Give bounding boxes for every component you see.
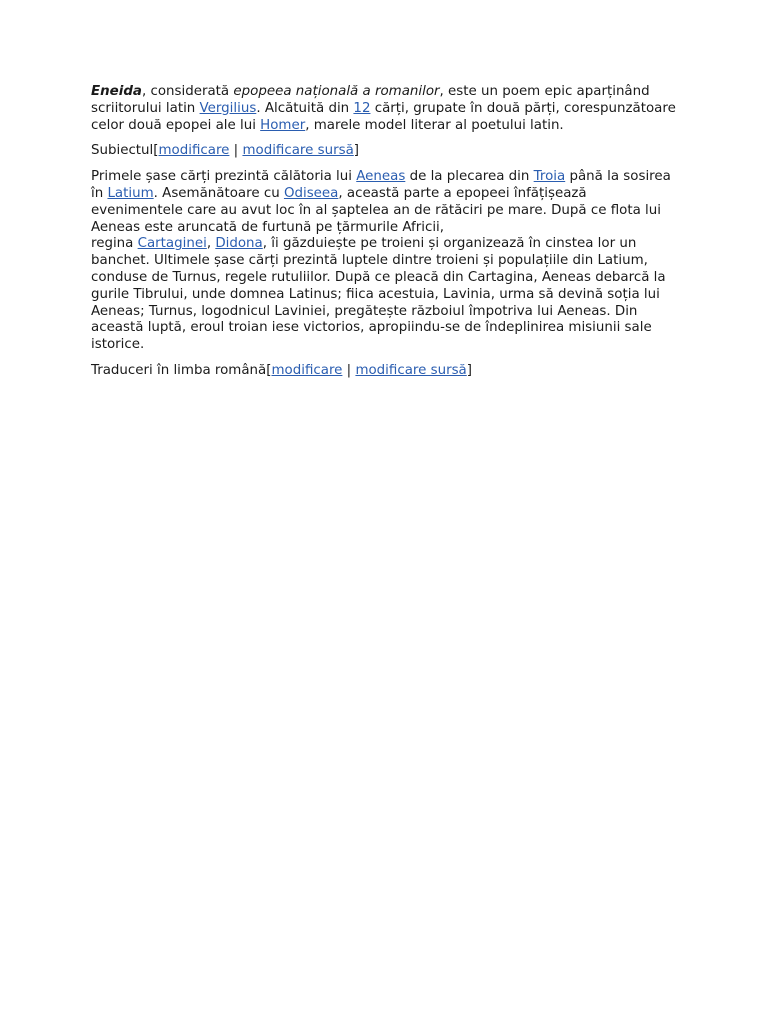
intro-text: . Alcătuită din <box>256 100 354 116</box>
subject-text: . Asemănătoare cu <box>153 185 284 201</box>
bracket-close: ] <box>353 143 360 159</box>
edit-link[interactable]: modificare <box>271 362 343 378</box>
link-12[interactable]: 12 <box>353 100 371 116</box>
link-homer[interactable]: Homer <box>260 117 306 133</box>
intro-text: , marele model literar al poetului latin. <box>305 117 564 133</box>
edit-source-link[interactable]: modificare sursă <box>355 362 467 378</box>
intro-text: , considerată <box>141 84 234 99</box>
subject-text: , <box>206 236 216 252</box>
subject-paragraph <box>91 169 679 354</box>
subject-text: de la plecarea din <box>405 169 534 185</box>
document-page <box>91 84 679 389</box>
bracket-open: [ <box>153 143 159 159</box>
bracket-open: [ <box>266 362 272 378</box>
link-vergilius[interactable]: Vergilius <box>199 100 257 116</box>
subject-text: , îi găzduiește pe troieni și organizează în cinstea lor un banchet. Ultimele șase cărți prezintă luptele dintre troieni și populațiile din Latium, conduse de Turnus, regele rutuliilor. După ce pleacă din Cartagina, Aeneas debarcă la gurile Tibrului, unde domnea Latinus; fiica acestuia, Lavinia, urma să devină soția lui Aeneas; Turnus, logodnicul Laviniei, pregătește războiul împotriva lui Aeneas. Din această luptă, eroul troian iese victorios, apropiindu-se de îndeplinirea misiunii sale istorice. <box>91 236 666 353</box>
subject-text: Primele șase cărți prezintă călătoria lui <box>91 169 357 185</box>
section-heading-traduceri <box>91 363 679 380</box>
subject-text: până la sosirea în <box>91 169 671 201</box>
intro-text: cărți, grupate în două părți, corespunzătoare celor două epopei ale lui <box>91 100 676 133</box>
bracket-close: ] <box>466 362 472 378</box>
edit-separator: | <box>342 362 356 378</box>
section-title: Traduceri în limba română <box>91 362 267 378</box>
link-didona[interactable]: Didona <box>215 236 263 252</box>
italic-phrase: epopeea națională a romanilor <box>233 84 440 99</box>
subject-text: , această parte a epopeei înfățișează evenimentele care au avut loc în al șaptelea an de rătăciri pe mare. După ce flota lui Aeneas este aruncată de furtună pe țărmurile Africii, <box>91 185 661 235</box>
intro-text: , este un poem epic aparținând scriitorului latin <box>91 84 650 116</box>
link-latium[interactable]: Latium <box>107 185 154 201</box>
section-heading-subiectul <box>91 143 679 160</box>
link-troia[interactable]: Troia <box>533 169 566 185</box>
link-aeneas[interactable]: Aeneas <box>356 169 406 185</box>
section-title: Subiectul <box>91 143 154 159</box>
link-odiseea[interactable]: Odiseea <box>283 185 339 201</box>
edit-source-link[interactable]: modificare sursă <box>242 143 354 159</box>
edit-separator: | <box>229 143 243 159</box>
article-title-word: Eneida <box>91 84 142 99</box>
subject-text: regina <box>91 236 138 252</box>
edit-link[interactable]: modificare <box>158 143 230 159</box>
intro-paragraph <box>91 84 679 134</box>
link-cartaginei[interactable]: Cartaginei <box>137 236 207 252</box>
